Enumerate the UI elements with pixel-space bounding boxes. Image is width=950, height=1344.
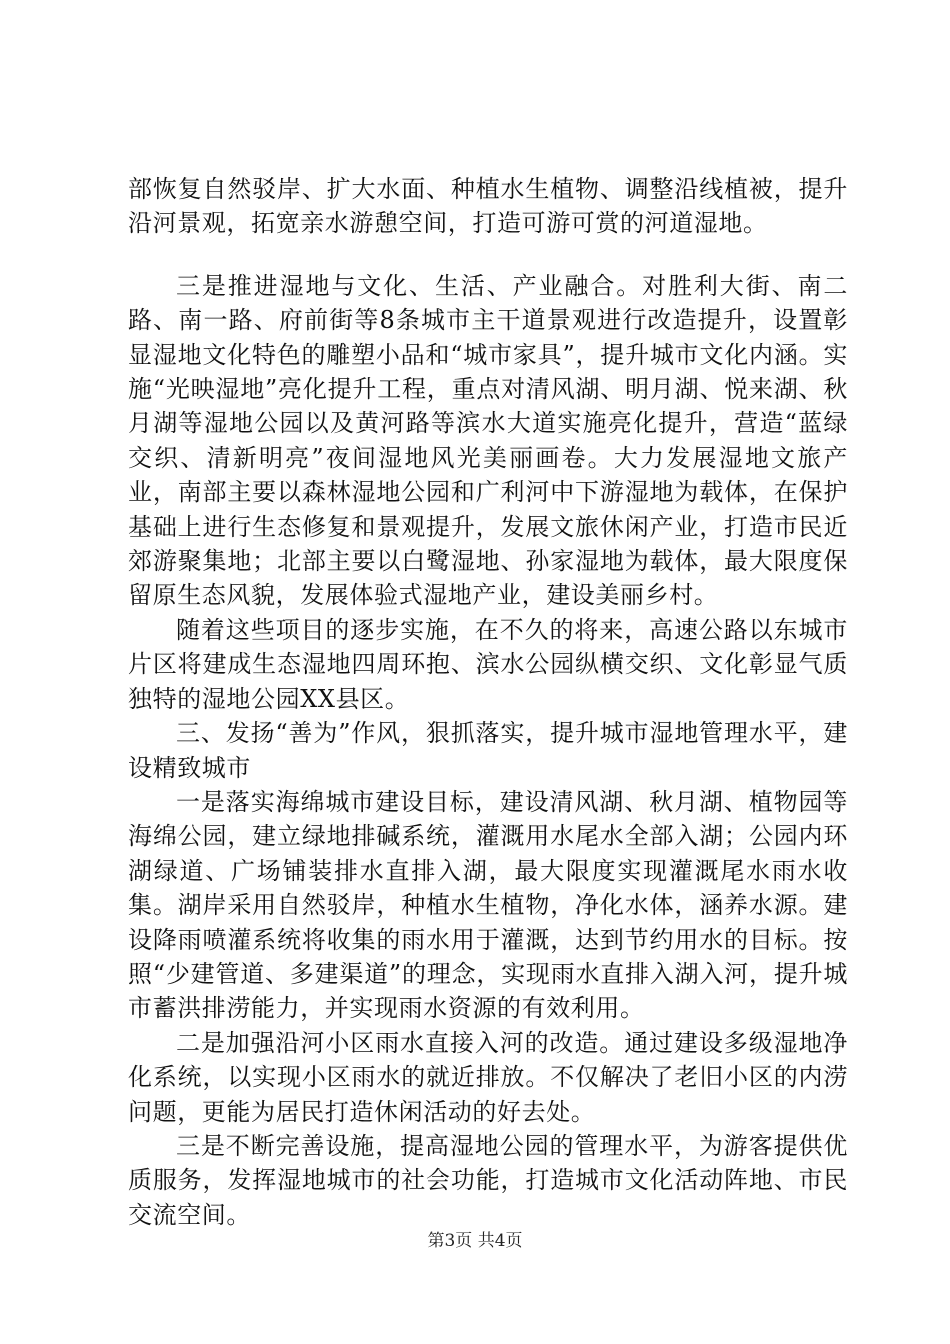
paragraph-riverside-community: 二是加强沿河小区雨水直接入河的改造。通过建设多级湿地净化系统，以实现小区雨水的就近排放。不仅解决了老旧小区的内涝问题，更能为居民打造休闲活动的好去处。 <box>128 1028 848 1126</box>
page-number-footer: 第3页 共4页 <box>427 1231 523 1251</box>
paragraph-continuation: 部恢复自然驳岸、扩大水面、种植水生植物、调整沿线植被，提升沿河景观，拓宽亲水游憩空间，打造可游可赏的河道湿地。 <box>128 175 848 238</box>
section-heading-three: 三、发扬“善为”作风，狠抓落实，提升城市湿地管理水平，建设精致城市 <box>128 719 848 782</box>
paragraph-wetland-culture-integration: 三是推进湿地与文化、生活、产业融合。对胜利大街、南二路、南一路、府前街等8条城市主干道景观进行改造提升，设置彰显湿地文化特色的雕塑小品和“城市家具”，提升城市文化内涵。实施“光映湿地”亮化提升工程，重点对清风湖、明月湖、悦来湖、秋月湖等湿地公园以及黄河路等滨水大道实施亮化提升，营造“蓝绿交织、清新明亮”夜间湿地风光美丽画卷。大力发展湿地文旅产业，南部主要以森林湿地公园和广利河中下游湿地为载体，在保护基础上进行生态修复和景观提升，发展文旅休闲产业，打造市民近郊游聚集地；北部主要以白鹭湿地、孙家湿地为载体，最大限度保留原生态风貌，发展体验式湿地产业，建设美丽乡村。 <box>128 271 848 610</box>
paragraph-park-management: 三是不断完善设施，提高湿地公园的管理水平，为游客提供优质服务，发挥湿地城市的社会功能，打造城市文化活动阵地、市民交流空间。 <box>128 1131 848 1229</box>
paragraph-project-outlook: 随着这些项目的逐步实施，在不久的将来，高速公路以东城市片区将建成生态湿地四周环抱、滨水公园纵横交织、文化彰显气质独特的湿地公园XX县区。 <box>128 615 848 713</box>
paragraph-sponge-city: 一是落实海绵城市建设目标，建设清风湖、秋月湖、植物园等海绵公园，建立绿地排碱系统，灌溉用水尾水全部入湖；公园内环湖绿道、广场铺装排水直排入湖，最大限度实现灌溉尾水雨水收集。湖岸采用自然驳岸，种植水生植物，净化水体，涵养水源。建设降雨喷灌系统将收集的雨水用于灌溉，达到节约用水的目标。按照“少建管道、多建渠道”的理念，实现雨水直排入湖入河，提升城市蓄洪排涝能力，并实现雨水资源的有效利用。 <box>128 787 848 1023</box>
document-body <box>128 172 848 1232</box>
